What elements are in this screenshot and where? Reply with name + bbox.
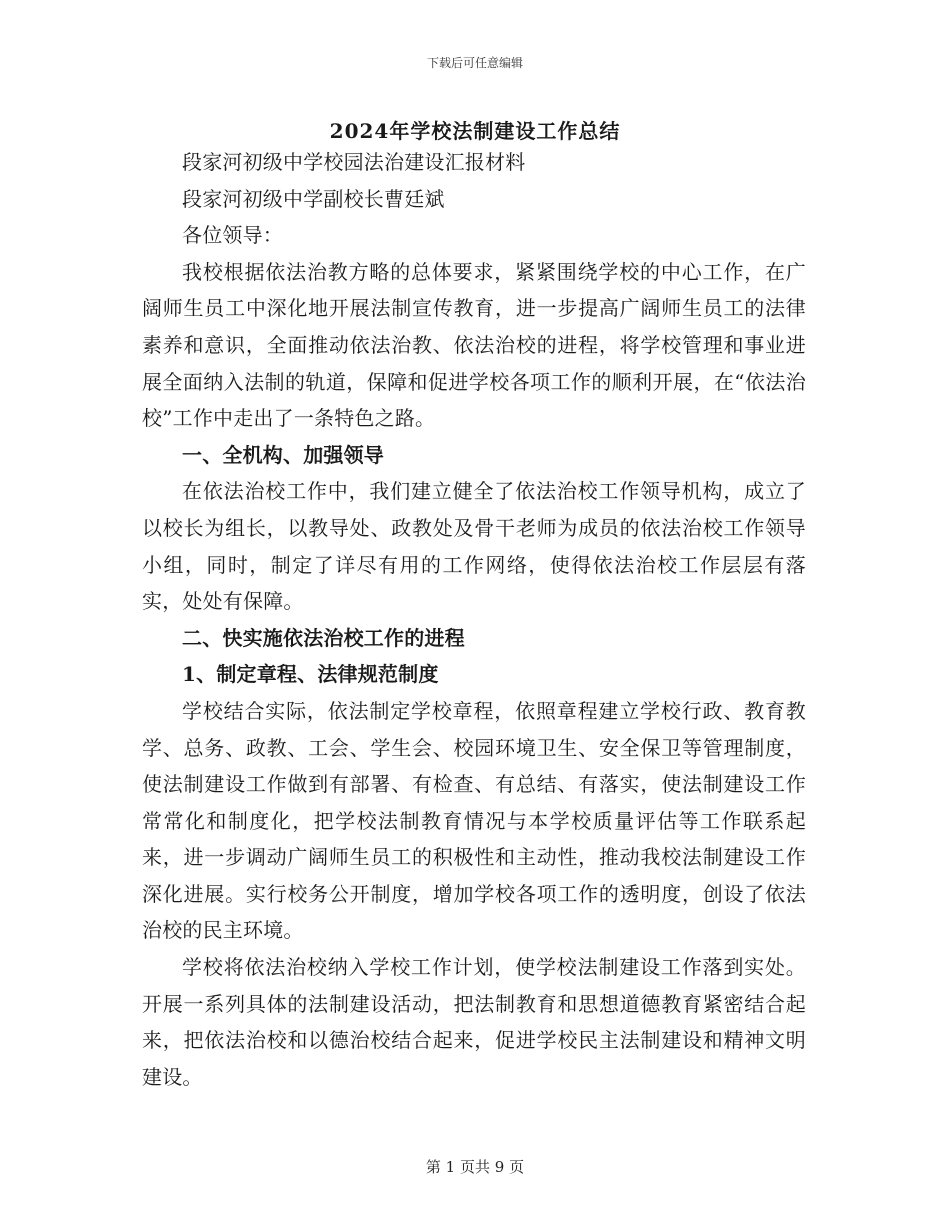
paragraph: 段家河初级中学校园法治建设汇报材料: [182, 150, 526, 174]
paragraph: 在依法治校工作中，我们建立健全了依法治校工作领导机构，成立了以校长为组长，以教导处、政教处及骨干老师为成员的依法治校工作领导小组，同时，制定了详尽有用的工作网络，使得依法治校工作层层有落实，处处有保障。: [142, 479, 806, 614]
section-heading: 一、全机构、加强领导: [182, 442, 384, 467]
paragraph: 各位领导：: [182, 223, 283, 248]
paragraph: 学校将依法治校纳入学校工作计划，使学校法制建设工作落到实处。开展一系列具体的法制建设活动，把法制教育和思想道德教育紧密结合起来，把依法治校和以德治校结合起来，促进学校民主法制建设和精神文明建设。: [142, 955, 806, 1089]
paragraph: 段家河初级中学副校长曹廷斌: [182, 186, 445, 211]
header-note: 下载后可任意编辑: [426, 56, 523, 70]
document-title: 2024年学校法制建设工作总结: [329, 119, 621, 143]
section-heading: 二、快实施依法治校工作的进程: [182, 625, 465, 650]
paragraph: 学校结合实际，依法制定学校章程，依照章程建立学校行政、教育教学、总务、政教、工会、学生会、校园环境卫生、安全保卫等管理制度，使法制建设工作做到有部署、有检查、有总结、有落实，使法制建设工作常常化和制度化，把学校法制教育情况与本学校质量评估等工作联系起来，进一步调动广阔师生员工的积极性和主动性，推动我校法制建设工作深化进展。实行校务公开制度，增加学校各项工作的透明度，创设了依法治校的民主环境。: [142, 698, 806, 943]
page-number: 第 1 页共 9 页: [425, 1158, 525, 1176]
section-heading: 1、制定章程、法律规范制度: [182, 662, 439, 687]
document-body: [142, 144, 806, 1095]
paragraph: 我校根据依法治教方略的总体要求，紧紧围绕学校的中心工作，在广阔师生员工中深化地开展法制宣传教育，进一步提高广阔师生员工的法律素养和意识，全面推动依法治教、依法治校的进程，将学校管理和事业进展全面纳入法制的轨道，保障和促进学校各项工作的顺利开展，在“依法治校”工作中走出了一条特色之路。: [142, 259, 806, 431]
